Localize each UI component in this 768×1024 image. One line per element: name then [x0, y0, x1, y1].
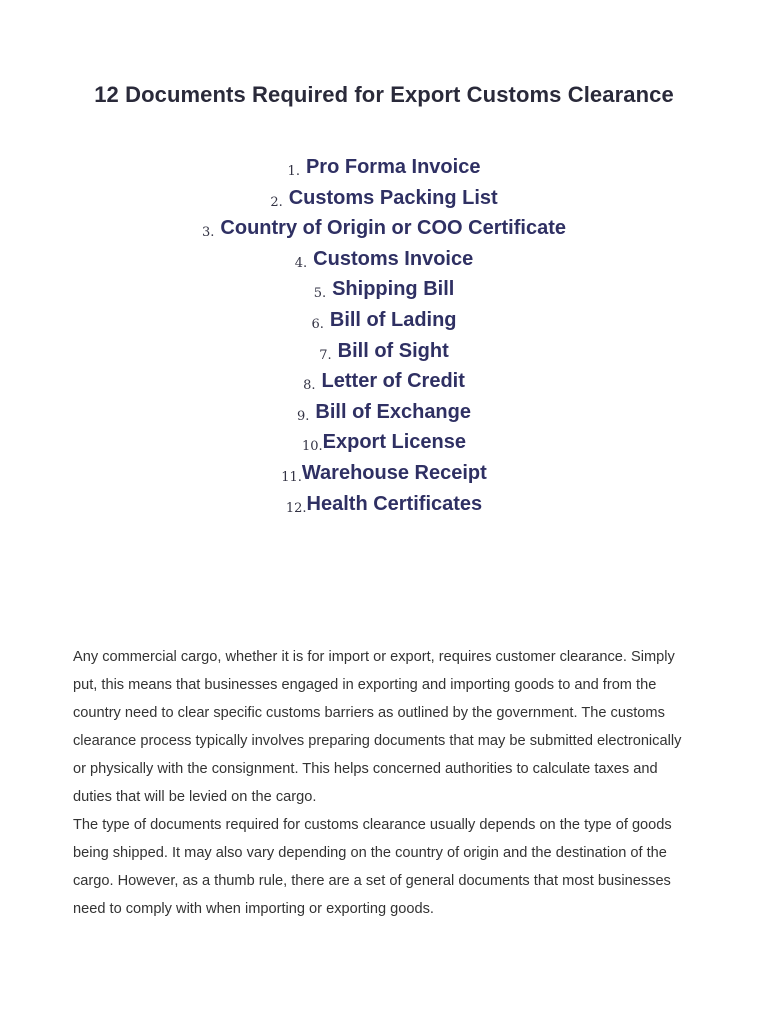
list-item [0, 336, 768, 367]
list-item-number: 9. [297, 408, 310, 424]
list-item [0, 427, 768, 458]
list-item [0, 274, 768, 305]
list-item-label: Bill of Exchange [315, 400, 471, 423]
list-item-label: Bill of Lading [329, 308, 457, 331]
page-title: 12 Documents Required for Export Customs Clearance [94, 82, 674, 107]
list-item-number: 1. [287, 164, 300, 179]
list-item-label: Shipping Bill [332, 278, 455, 301]
body-text [73, 643, 693, 923]
list-item-label: Country of Origin or COO Certificate [220, 217, 566, 240]
list-item-number: 4. [294, 255, 308, 271]
paragraph-document-types: The type of documents required for customs clearance usually depends on the type of goods being shipped. It may also vary depending on the country of origin and the destination of the cargo. However, as a thumb rule, there are a set of general documents that most businesses need to comply with when importing or exporting goods. [73, 817, 672, 917]
list-item-number: 5. [313, 286, 327, 302]
list-item-label: Customs Packing List [288, 186, 498, 209]
list-item-number: 7. [319, 347, 332, 363]
paragraph-intro: Any commercial cargo, whether it is for import or export, requires customer clearance. Simply put, this means that businesses engaged in exporting and importing goods to and from the country need to clear specific customs barriers as outlined by the government. The customs clearance process typically involves preparing documents that may be submitted electronically or physically with the consignment. This helps concerned authorities to calculate taxes and duties that will be levied on the cargo. [73, 649, 682, 805]
list-item [0, 489, 768, 520]
list-item [0, 244, 768, 275]
list-item-label: Bill of Sight [337, 339, 449, 362]
list-item-number: 11. [281, 469, 302, 485]
list-item-label: Warehouse Receipt [301, 461, 487, 484]
list-item-label: Pro Forma Invoice [305, 156, 481, 178]
list-item-number: 2. [270, 194, 283, 210]
list-item [0, 152, 768, 183]
list-item [0, 366, 768, 397]
list-item-label: Health Certificates [306, 492, 483, 515]
list-item-label: Letter of Credit [321, 370, 465, 393]
list-item-number: 6. [311, 316, 324, 332]
list-item-label: Export License [322, 431, 467, 454]
list-item-number: 12. [285, 500, 307, 516]
list-item [0, 305, 768, 336]
list-item-label: Customs Invoice [313, 247, 474, 270]
list-item-number: 8. [303, 378, 316, 394]
list-item [0, 458, 768, 489]
list-item [0, 213, 768, 244]
list-item [0, 397, 768, 428]
list-item [0, 183, 768, 214]
documents-list [0, 152, 768, 519]
list-item-number: 10. [301, 439, 323, 455]
list-item-number: 3. [202, 225, 215, 241]
